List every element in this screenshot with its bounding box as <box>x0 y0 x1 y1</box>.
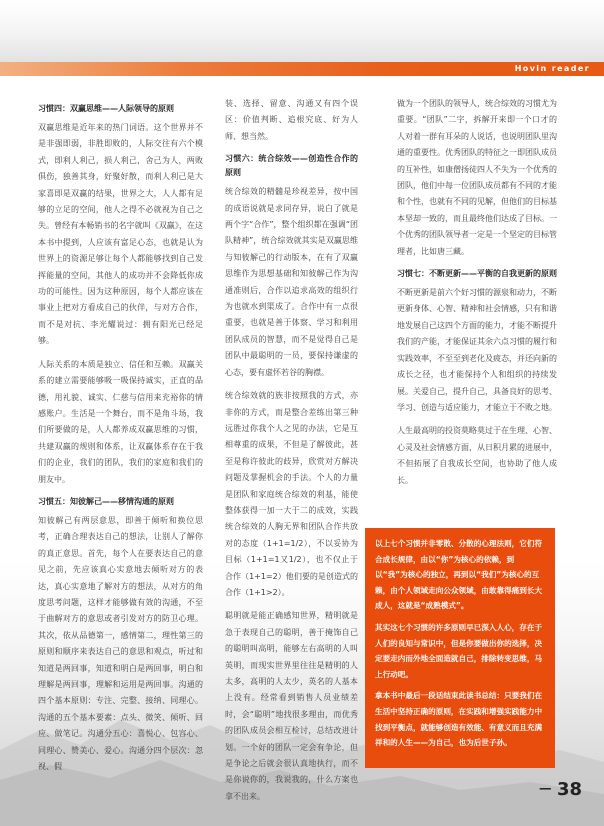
paragraph: 人际关系的本质是独立、信任和互赖。双赢关系的建立需要能够吸一吸保持诚实，正直的品德，用礼貌、诚实、仁慈与信用来充裕你的情感账户。生活是一个舞台，而不是角斗场，我们所要做的是，人人都养成双赢思维的习惯，共建双赢的规则和体系，让双赢体系存在于我们的企业，我们的团队，我们的家庭和我们的朋友中。 <box>38 359 203 484</box>
paragraph: 统合综效就的族非按照我的方式，亦非你的方式，而是整合差练出第三种远胜过你我个人之见的办法，它是互相尊重的成果，不但是了解彼此，甚至是称许彼此的歧异，欣赏对方解决问题及掌握机会的手法。个人的力量是团队和家庭统合综效的利基，能使整体获得一加一大于二的成效，实践统合综效的人胸无界和团队合作共放对的态度（1+1=1/2），不以妥协为目标（1+1=1又1/2），也不仅止于合作（1+1=2）他们要的是创造式的合作（1+1>2）。 <box>225 391 358 597</box>
paragraph: 做为一个团队的领导人，统合综效的习惯尤为重要。“团队”二字，拆解开来即一个口才的人对着一群有耳朵的人说话，也说明团队里沟通的重要性。优秀团队的特征之一即团队成员的互补性，如康僧扬徒四人不失为一个优秀的团队，他们中每一位团队成员都有不同的才能和个性，也就有不同的见解，但他们的目标基本坚却一致的，而且最终他们达成了目标。一个优秀的团队领导者一定是一个坚定的目标管理者，比如唐三藏。 <box>397 99 557 256</box>
section-heading-habit-6: 习惯六：统合综效——创造性合作的原则 <box>225 154 358 178</box>
section-heading-habit-4: 习惯四：双赢思维——人际领导的原则 <box>38 104 174 113</box>
paragraph: 装、选择、留意、沟通又有四个误区：价值判断、追根究底、好为人师、想当然。 <box>225 99 358 141</box>
header-brand: Hovin reader <box>514 64 590 73</box>
paragraph: 聪明就是能正确感知世界，精明就是急于表现自己的聪明，善于掩饰自己的聪明叫高明，能够左右高明的人叫英明，而现实世界里往往是精明的人太多，高明的人太少，英名的人基本上没有。经常看到销售人员业绩差时，会“聪明”地找很多理由，而优秀的团队成员会相互检讨，总结改进计划。一个好的团队一定会有争论，但是争论之后就会很认真地执行，而不是你说你的，我说我的，什么方案也拿不出来。 <box>225 611 358 801</box>
paragraph: 双赢思维是近年来的热门词语。这个世界并不是非强即弱，非胜即败的，人际交往有六个模式，即利人利己，损人利己，舍己为人，两败俱伤，独善其身，好聚好散，而利人利己是大家喜即是双赢的结果，世界之大，人人都有足够的立足的空间，他人之得不必就视为自己之失。曾经有本畅销书的名字就叫《双赢》，在这本书中提到，人应该有富足心态，也就是认为世界上的资源足够让每个人都能够找到自己发挥能量的空间，其他人的成功并不会降低你成功的可能性。因为这种原因，每个人都应该在事业上把对方看成自己的伙伴，与对方合作，而不是对抗、李光耀说过：拥有阳光已经足够。 <box>38 123 203 346</box>
callout-paragraph: 以上七个习惯并非零散、分散的心理法则，它们符合成长规律，由以“你”为核心的依赖，到以“我”为核心的独立，再到以“我们”为核心的互赖，由个人领域走向公众领域，由敢靠得痛到长大成人，这就是“成熟模式”。 <box>375 539 543 611</box>
page-number: ─ 38 <box>539 779 582 800</box>
text-column-3 <box>397 96 557 496</box>
paragraph: 统合综效的精髓是珍视差异，按中国的成语说就是求同存异，说白了就是两个字“合作”，整个组织都在强调“团队精神”，统合综效就其实是双赢思维与知彼解己的行动版本，在有了双赢思维作为思想基础和知彼解己作为沟通准则后，合作以追求高效的组织行为也就水到渠成了。合作中有一点很重要，也就是善于体察、学习和利用团队成员的智慧，而不是觉得自己是团队中最聪明的一员，要保持谦虚的心态，要有虚怀若谷的胸襟。 <box>225 187 358 377</box>
paragraph: 知彼解己有两层意思，即善于倾听和换位思考，正确合理表达自己的想法，让别人了解你的真正意思。首先，每个人在要表达自己的意见之前，先应该真心实意地去倾听对方的表达，真心实意地了解对方的想法，从对方的角度思考问题，这样才能够做有效的沟通，不至于曲解对方的意思或者引发对方的防卫心理。其次，依从品德第一，感情第二，理性第三的原则和顺序来表达自己的意思和观点，听过和知道是两回事，知道和明白是两回事，明白和理解是两回事，理解和运用是两回事。沟通的四个基本原则：专注、完整、接纳、同理心。沟通的五个基本要素：点头、微笑、倾听、回应、做笔记。沟通分五心：喜悦心、包容心、同理心、赞美心、爱心。沟通分四个层次：忽视、假 <box>38 515 203 772</box>
top-background <box>0 0 604 62</box>
callout-paragraph: 拿本书中最后一段话结束此读书总结：只要我们在生活中坚持正确的原则，在实践和增强实践能力中找到平衡点，就能够创造有效能、有意义而且充满祥和的人生——为自己，也为后世子孙。 <box>375 691 543 748</box>
text-column-1 <box>38 96 203 782</box>
text-column-2 <box>225 96 358 812</box>
header-bar <box>0 62 604 76</box>
paragraph: 人生最高明的投资莫略莫过于在生理、心智、心灵及社会情感方面，从日积月累的进展中，不但拓展了自我成长空间，也协助了他人成长。 <box>397 426 557 485</box>
section-heading-habit-5: 习惯五：知彼解己——移情沟通的原则 <box>38 496 174 506</box>
paragraph: 不断更新是前六个好习惯的源泉和动力，不断更新身体、心智、精神和社会情感，只有和谐地发展自己这四个方面的能力，才能不断提升我们的产能，才能保证其余六点习惯的履行和实践效率，不至至到老化及疲态，并还向新的成长之径，也才能保持个人和组织的持续发展。关爱自己，提升自己，具备良好的思考、学习、创造与适应能力，才能立于不败之地。 <box>397 288 557 412</box>
callout-paragraph: 其实这七个习惯的许多原则早已深入人心，存在于人们的良知与常识中，但是你要做出你的选择，决定要走内而外地全面造就自己，排除转变思维，马上行动吧。 <box>375 622 543 679</box>
summary-callout-box <box>365 528 555 768</box>
section-heading-habit-7: 习惯七：不断更新——平衡的自我更新的原则 <box>397 269 557 279</box>
